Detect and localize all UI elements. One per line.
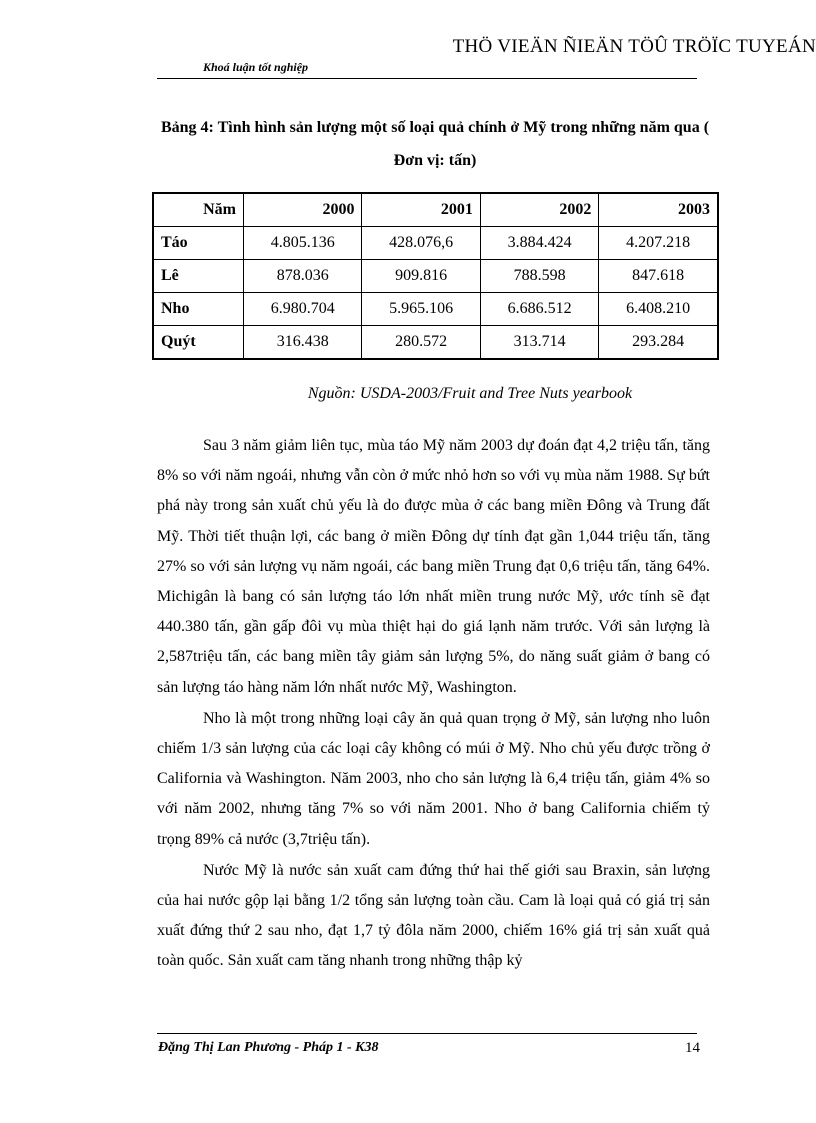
table-cell: 313.714 xyxy=(480,326,598,360)
table-cell: 4.207.218 xyxy=(599,227,718,260)
table-header-row xyxy=(153,193,718,227)
fruit-name: Táo xyxy=(153,227,244,260)
table-cell: 847.618 xyxy=(599,260,718,293)
year-column-header: Năm xyxy=(153,193,244,227)
table-cell: 3.884.424 xyxy=(480,227,598,260)
header-divider xyxy=(157,78,697,79)
footer-author: Đặng Thị Lan Phương - Pháp 1 - K38 xyxy=(158,1040,379,1055)
footer-divider xyxy=(157,1033,697,1034)
page-number: 14 xyxy=(685,1040,700,1056)
table-cell: 878.036 xyxy=(244,260,362,293)
table-cell: 4.805.136 xyxy=(244,227,362,260)
year-header: 2000 xyxy=(244,193,362,227)
paragraph: Nho là một trong những loại cây ăn quả quan trọng ở Mỹ, sản lượng nho luôn chiếm 1/3 sản lượng của các loại cây không có múi ở Mỹ. Nho chủ yếu được trồng ở California và Washington. Năm 2003, nho cho sản lượng là 6,4 triệu tấn, giảm 4% so với năm 2002, nhưng tăng 7% so với năm 2001. Nho ở bang California chiếm tỷ trọng 89% cả nước (3,7triệu tấn). xyxy=(157,709,710,848)
table-cell: 5.965.106 xyxy=(362,293,480,326)
table-cell: 293.284 xyxy=(599,326,718,360)
year-header: 2003 xyxy=(599,193,718,227)
table-cell: 909.816 xyxy=(362,260,480,293)
table-row xyxy=(153,260,718,293)
table-cell: 428.076,6 xyxy=(362,227,480,260)
table-cell: 280.572 xyxy=(362,326,480,360)
table-cell: 6.686.512 xyxy=(480,293,598,326)
year-header: 2001 xyxy=(362,193,480,227)
table-row xyxy=(153,227,718,260)
body-text xyxy=(157,431,710,977)
table-row xyxy=(153,293,718,326)
table-cell: 788.598 xyxy=(480,260,598,293)
fruit-name: Lê xyxy=(153,260,244,293)
paragraph: Nước Mỹ là nước sản xuất cam đứng thứ hai thế giới sau Braxin, sản lượng của hai nước gộp lại bằng 1/2 tổng sản lượng toàn cầu. Cam là loại quả có giá trị sản xuất đứng thứ 2 sau nho, đạt 1,7 tỷ đôla năm 2000, chiếm 16% giá trị sản xuất quả toàn quốc. Sản xuất cam tăng nhanh trong những thập kỷ xyxy=(157,861,710,970)
fruit-name: Nho xyxy=(153,293,244,326)
table-row xyxy=(153,326,718,360)
table-cell: 316.438 xyxy=(244,326,362,360)
header-title: Khoá luận tốt nghiệp xyxy=(203,60,309,74)
source-note: Nguồn: USDA-2003/Fruit and Tree Nuts yearbook xyxy=(307,385,633,402)
year-header: 2002 xyxy=(480,193,598,227)
table-cell: 6.408.210 xyxy=(599,293,718,326)
production-table xyxy=(152,192,719,360)
site-watermark: THÖ VIEÄN ÑIEÄN TÖÛ TRÖÏC TUYEÁN xyxy=(452,36,816,57)
fruit-name: Quýt xyxy=(153,326,244,360)
paragraph: Sau 3 năm giảm liên tục, mùa táo Mỹ năm 2003 dự đoán đạt 4,2 triệu tấn, tăng 8% so với năm ngoái, nhưng vẫn còn ở mức nhỏ hơn so với vụ mùa năm 1988. Sự bứt phá này trong sản xuất chủ yếu là do được mùa ở các bang miền Đông và Trung đất Mỹ. Thời tiết thuận lợi, các bang ở miền Đông dự tính đạt gần 1,044 triệu tấn, tăng 27% so với sản lượng vụ năm ngoái, các bang miền Trung đạt 0,6 triệu tấn, tăng 64%. Michigân là bang có sản lượng táo lớn nhất miền trung nước Mỹ, ước tính sẽ đạt 440.380 tấn, gần gấp đôi vụ mùa thiệt hại do giá lạnh năm trước. Với sản lượng là 2,587triệu tấn, các bang miền tây giảm sản lượng 5%, do năng suất giảm ở bang có sản lượng táo hàng năm lớn nhất nước Mỹ, Washington. xyxy=(157,437,710,696)
table-caption: Bảng 4: Tình hình sản lượng một số loại quả chính ở Mỹ trong những năm qua ( Đơn vị: tấn) xyxy=(160,119,710,169)
table-cell: 6.980.704 xyxy=(244,293,362,326)
